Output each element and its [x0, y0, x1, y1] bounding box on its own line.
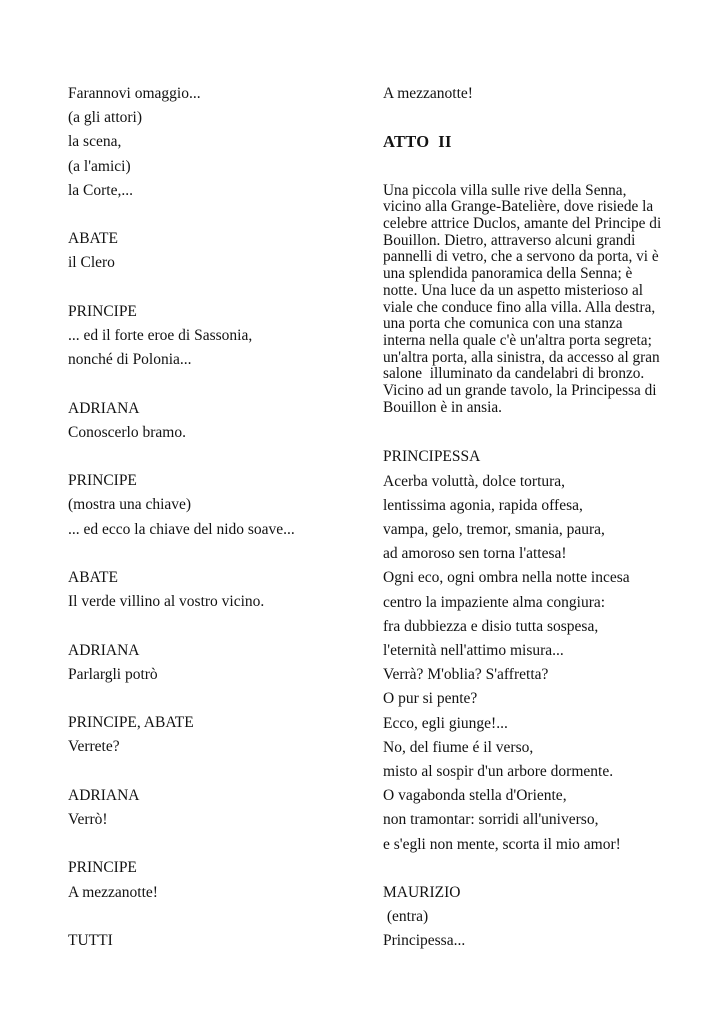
- dialogue-group: [68, 82, 370, 203]
- dialogue-line: (entra): [383, 908, 429, 926]
- dialogue-line: O pur si pente?: [383, 690, 478, 708]
- dialogue-group: [68, 711, 370, 759]
- stage-direction-line: Una piccola villa sulle rive della Senna,: [383, 181, 627, 199]
- dialogue-line: misto al sospir d'un arbore dormente.: [383, 763, 614, 781]
- dialogue-group: [68, 639, 370, 687]
- speaker-name: PRINCIPE, ABATE: [68, 714, 194, 732]
- speaker-name: TUTTI: [68, 931, 113, 949]
- dialogue-line: Verrò!: [68, 810, 108, 828]
- dialogue-line: il Clero: [68, 254, 115, 272]
- dialogue-line: ... ed ecco la chiave del nido soave...: [68, 520, 295, 538]
- dialogue-line: non tramontar: sorridi all'universo,: [383, 811, 599, 829]
- speaker-name: PRINCIPE: [68, 472, 137, 490]
- speaker-name: ADRIANA: [68, 399, 140, 417]
- dialogue-line: Il verde villino al vostro vicino.: [68, 593, 265, 611]
- dialogue-line: Ogni eco, ogni ombra nella notte incesa: [383, 569, 630, 587]
- dialogue-group: [68, 929, 370, 953]
- dialogue-line: e s'egli non mente, scorta il mio amor!: [383, 835, 621, 853]
- dialogue-line: centro la impaziente alma congiura:: [383, 593, 606, 611]
- dialogue-group: [383, 82, 709, 106]
- dialogue-line: ad amoroso sen torna l'attesa!: [383, 545, 567, 563]
- dialogue-line: ... ed il forte eroe di Sassonia,: [68, 327, 253, 344]
- stage-direction-line: notte. Una luce da un aspetto misterioso al: [383, 281, 643, 299]
- dialogue-group: [68, 397, 370, 445]
- dialogue-group: [68, 300, 370, 373]
- stage-direction-line: salone illuminato da candelabri di bronzo.: [383, 365, 645, 383]
- dialogue-line: lentissima agonia, rapida offesa,: [383, 496, 583, 514]
- stage-direction-line: un'altra porta, alla sinistra, da accesso al gran: [383, 348, 660, 366]
- dialogue-line: Principessa...: [383, 932, 466, 950]
- dialogue-line: Acerba voluttà, dolce tortura,: [383, 472, 566, 490]
- stage-direction: [383, 183, 709, 417]
- dialogue-line: fra dubbiezza e disio tutta sospesa,: [383, 617, 599, 635]
- stage-direction-line: Bouillon. Dietro, attraverso alcuni grandi: [383, 231, 636, 249]
- dialogue-line: (mostra una chiave): [68, 496, 192, 514]
- speaker-name: PRINCIPESSA: [383, 448, 481, 466]
- speaker-name: ABATE: [68, 568, 118, 586]
- stage-direction-line: vicino alla Grange-Batelière, dove risiede la: [383, 198, 654, 216]
- dialogue-line: Parlargli potrò: [68, 665, 158, 683]
- dialogue-line: la Corte,...: [68, 181, 133, 199]
- dialogue-group: [68, 784, 370, 832]
- stage-direction-line: Vicino ad un grande tavolo, la Principessa di: [383, 382, 657, 400]
- speaker-name: PRINCIPE: [68, 859, 137, 877]
- dialogue-line: nonché di Polonia...: [68, 351, 192, 369]
- stage-direction-line: una splendida panoramica della Senna; è: [383, 265, 633, 283]
- speaker-name: ADRIANA: [68, 786, 140, 804]
- stage-direction-line: pannelli di vetro, che a servono da porta, vi è: [383, 248, 659, 266]
- dialogue-line: O vagabonda stella d'Oriente,: [383, 787, 567, 805]
- stage-direction-line: celebre attrice Duclos, amante del Principe di: [383, 215, 662, 232]
- dialogue-line: vampa, gelo, tremor, smania, paura,: [383, 521, 605, 539]
- speaker-name: MAURIZIO: [383, 884, 461, 902]
- dialogue-group: [68, 566, 370, 614]
- speaker-name: PRINCIPE: [68, 302, 137, 320]
- dialogue-line: Conoscerlo bramo.: [68, 423, 186, 441]
- dialogue-group: [68, 469, 370, 542]
- dialogue-line: Verrà? M'oblia? S'affretta?: [383, 666, 549, 684]
- speaker-name: ABATE: [68, 230, 118, 248]
- speaker-name: ADRIANA: [68, 641, 140, 659]
- stage-direction-line: Bouillon è in ansia.: [383, 398, 502, 416]
- dialogue-group: [383, 881, 709, 954]
- dialogue-group: [383, 445, 709, 856]
- dialogue-line: No, del fiume é il verso,: [383, 738, 534, 756]
- dialogue-line: A mezzanotte!: [68, 883, 158, 901]
- act-heading: ATTO II: [383, 132, 452, 152]
- stage-direction-line: interna nella quale c'è un'altra porta segreta;: [383, 331, 652, 349]
- left-column: [68, 82, 370, 977]
- dialogue-group: [68, 227, 370, 275]
- right-column: [383, 82, 709, 978]
- dialogue-line: Farannovi omaggio...: [68, 85, 201, 102]
- dialogue-line: Ecco, egli giunge!...: [383, 714, 508, 732]
- stage-direction-line: viale che conduce fino alla villa. Alla destra,: [383, 298, 656, 316]
- dialogue-line: (a gli attori): [68, 109, 143, 127]
- dialogue-line: Verrete?: [68, 738, 120, 756]
- dialogue-group: [68, 856, 370, 904]
- dialogue-line: la scena,: [68, 133, 122, 151]
- stage-direction-line: una porta che comunica con una stanza: [383, 315, 623, 333]
- dialogue-line: A mezzanotte!: [383, 85, 473, 102]
- dialogue-line: l'eternità nell'attimo misura...: [383, 642, 564, 660]
- dialogue-line: (a l'amici): [68, 157, 131, 175]
